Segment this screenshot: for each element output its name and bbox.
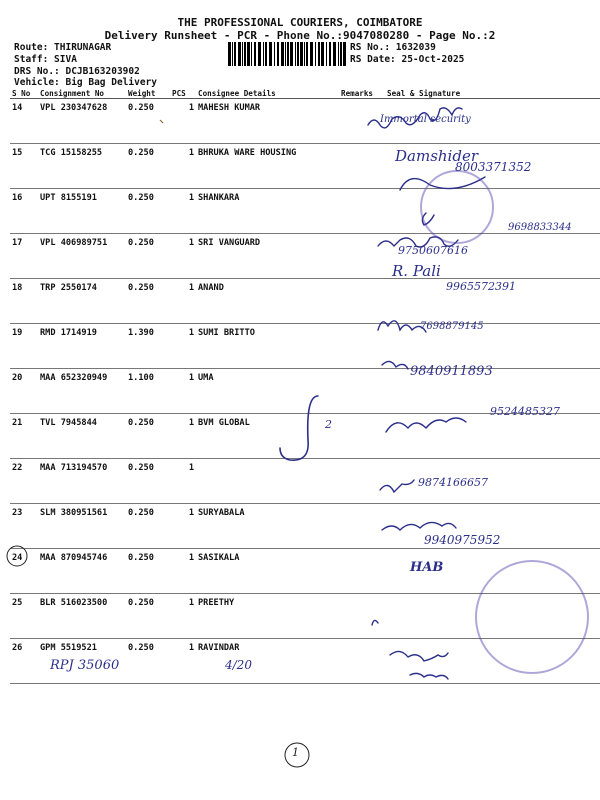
cell-consignee: PREETHY	[196, 594, 339, 639]
col-weight: Weight	[126, 89, 170, 99]
table-row	[10, 234, 600, 279]
cell-weight: 0.250	[126, 459, 170, 504]
cell-sno: 16	[10, 189, 38, 234]
rs-date: RS Date: 25-Oct-2025	[350, 54, 465, 65]
cell-remarks	[339, 234, 385, 279]
company-title: THE PROFESSIONAL COURIERS, COIMBATORE	[177, 16, 423, 29]
cell-consignee: SRI VANGUARD	[196, 234, 339, 279]
hw-hab: HAB	[410, 560, 444, 575]
cell-consignee: BHRUKA WARE HOUSING	[196, 144, 339, 189]
cell-sno: 17	[10, 234, 38, 279]
hw-phone-19: 7698879145	[420, 321, 484, 332]
cell-pcs: 1	[170, 594, 196, 639]
cell-weight: 1.100	[126, 369, 170, 414]
cell-consignment: GPM 5519521	[38, 639, 126, 684]
col-seal-signature: Seal & Signature	[385, 89, 600, 99]
cell-remarks	[339, 549, 385, 594]
cell-consignee: SHANKARA	[196, 189, 339, 234]
cell-consignment: VPL 406989751	[38, 234, 126, 279]
cell-sno: 14	[10, 99, 38, 144]
cell-weight: 0.250	[126, 234, 170, 279]
cell-consignee: BVM GLOBAL	[196, 414, 339, 459]
cell-sno: 22	[10, 459, 38, 504]
cell-pcs: 1	[170, 279, 196, 324]
col-consignment: Consignment No	[38, 89, 126, 99]
cell-weight: 0.250	[126, 279, 170, 324]
barcode	[228, 42, 346, 66]
cell-weight: 0.250	[126, 639, 170, 684]
cell-pcs: 1	[170, 504, 196, 549]
hw-r-pali: R. Pali	[392, 262, 441, 280]
cell-seal-signature	[385, 324, 600, 369]
cell-consignee: MAHESH KUMAR	[196, 99, 339, 144]
cell-consignment: BLR 516023500	[38, 594, 126, 639]
cell-consignee: RAVINDAR	[196, 639, 339, 684]
vehicle-label: Vehicle: Big Bag Delivery	[14, 77, 157, 88]
hw-phone-18: 9965572391	[446, 280, 516, 293]
hw-security: Immortal security	[380, 114, 471, 125]
cell-consignee: ANAND	[196, 279, 339, 324]
cell-pcs: 1	[170, 369, 196, 414]
cell-pcs: 1	[170, 144, 196, 189]
cell-consignment: MAA 713194570	[38, 459, 126, 504]
cell-remarks	[339, 369, 385, 414]
cell-pcs: 1	[170, 189, 196, 234]
cell-pcs: 1	[170, 324, 196, 369]
cell-consignee: UMA	[196, 369, 339, 414]
cell-remarks	[339, 189, 385, 234]
route-label: Route: THIRUNAGAR	[14, 42, 112, 53]
cell-sno: 21	[10, 414, 38, 459]
cell-sno: 20	[10, 369, 38, 414]
cell-consignment: MAA 870945746	[38, 549, 126, 594]
cell-consignee: SASIKALA	[196, 549, 339, 594]
cell-remarks	[339, 504, 385, 549]
cell-remarks	[339, 144, 385, 189]
cell-consignee: SUMI BRITTO	[196, 324, 339, 369]
cell-pcs: 1	[170, 549, 196, 594]
hw-footer-mid: 4/20	[225, 658, 252, 672]
hw-phone-23: 9874166657	[418, 476, 488, 489]
hw-phone-17a: 9698833344	[508, 222, 572, 233]
cell-remarks	[339, 99, 385, 144]
col-consignee: Consignee Details	[196, 89, 339, 99]
company-seal-stamp	[420, 170, 494, 244]
cell-sno: 18	[10, 279, 38, 324]
cell-consignment: UPT 8155191	[38, 189, 126, 234]
cell-consignee	[196, 459, 339, 504]
rs-number: RS No.: 1632039	[350, 42, 436, 53]
cell-pcs: 1	[170, 99, 196, 144]
cell-weight: 1.390	[126, 324, 170, 369]
cell-remarks	[339, 279, 385, 324]
table-header-row	[10, 89, 600, 99]
cell-consignment: MAA 652320949	[38, 369, 126, 414]
cell-remarks	[339, 324, 385, 369]
cell-weight: 0.250	[126, 414, 170, 459]
cell-sno: 25	[10, 594, 38, 639]
circular-seal-stamp	[475, 560, 589, 674]
cell-remarks	[339, 594, 385, 639]
cell-pcs: 1	[170, 639, 196, 684]
cell-consignee: SURYABALA	[196, 504, 339, 549]
cell-sno: 26	[10, 639, 38, 684]
cell-sno: 19	[10, 324, 38, 369]
cell-pcs: 1	[170, 459, 196, 504]
cell-sno: 23	[10, 504, 38, 549]
cell-consignment: VPL 230347628	[38, 99, 126, 144]
cell-consignment: TRP 2550174	[38, 279, 126, 324]
cell-weight: 0.250	[126, 189, 170, 234]
staff-label: Staff: SIVA	[14, 54, 77, 65]
hw-phone-17b: 9750607616	[398, 244, 468, 257]
cell-weight: 0.250	[126, 144, 170, 189]
table-row	[10, 504, 600, 549]
cell-weight: 0.250	[126, 594, 170, 639]
cell-weight: 0.250	[126, 99, 170, 144]
cell-consignment: RMD 1714919	[38, 324, 126, 369]
hw-page-number: 1	[292, 746, 299, 759]
cell-sno: 24	[10, 549, 38, 594]
hw-phone-24: 9940975952	[424, 533, 501, 547]
cell-pcs: 1	[170, 234, 196, 279]
hw-phone-20: 9840911893	[410, 364, 493, 379]
cell-remarks	[339, 459, 385, 504]
table-row	[10, 324, 600, 369]
hw-phone-15: 8003371352	[455, 160, 532, 174]
col-sno: S No	[10, 89, 38, 99]
runsheet-subtitle: Delivery Runsheet - PCR - Phone No.:9047080280 - Page No.:2	[104, 29, 496, 42]
cell-remarks	[339, 639, 385, 684]
cell-weight: 0.250	[126, 549, 170, 594]
drs-number: DRS No.: DCJB163203902	[14, 66, 140, 77]
cell-consignment: TCG 15158255	[38, 144, 126, 189]
col-pcs: PCS	[170, 89, 196, 99]
hw-footer-left: RPJ 35060	[50, 658, 120, 673]
table-row	[10, 99, 600, 144]
hw-damshider: Damshider	[395, 147, 478, 165]
cell-pcs: 1	[170, 414, 196, 459]
cell-weight: 0.250	[126, 504, 170, 549]
table-row	[10, 459, 600, 504]
hw-circled-2: 2	[325, 418, 332, 431]
table-row	[10, 414, 600, 459]
cell-seal-signature	[385, 414, 600, 459]
cell-consignment: TVL 7945844	[38, 414, 126, 459]
cell-consignment: SLM 380951561	[38, 504, 126, 549]
cell-sno: 15	[10, 144, 38, 189]
col-remarks: Remarks	[339, 89, 385, 99]
hw-phone-21: 9524485327	[490, 405, 560, 418]
cell-remarks	[339, 414, 385, 459]
